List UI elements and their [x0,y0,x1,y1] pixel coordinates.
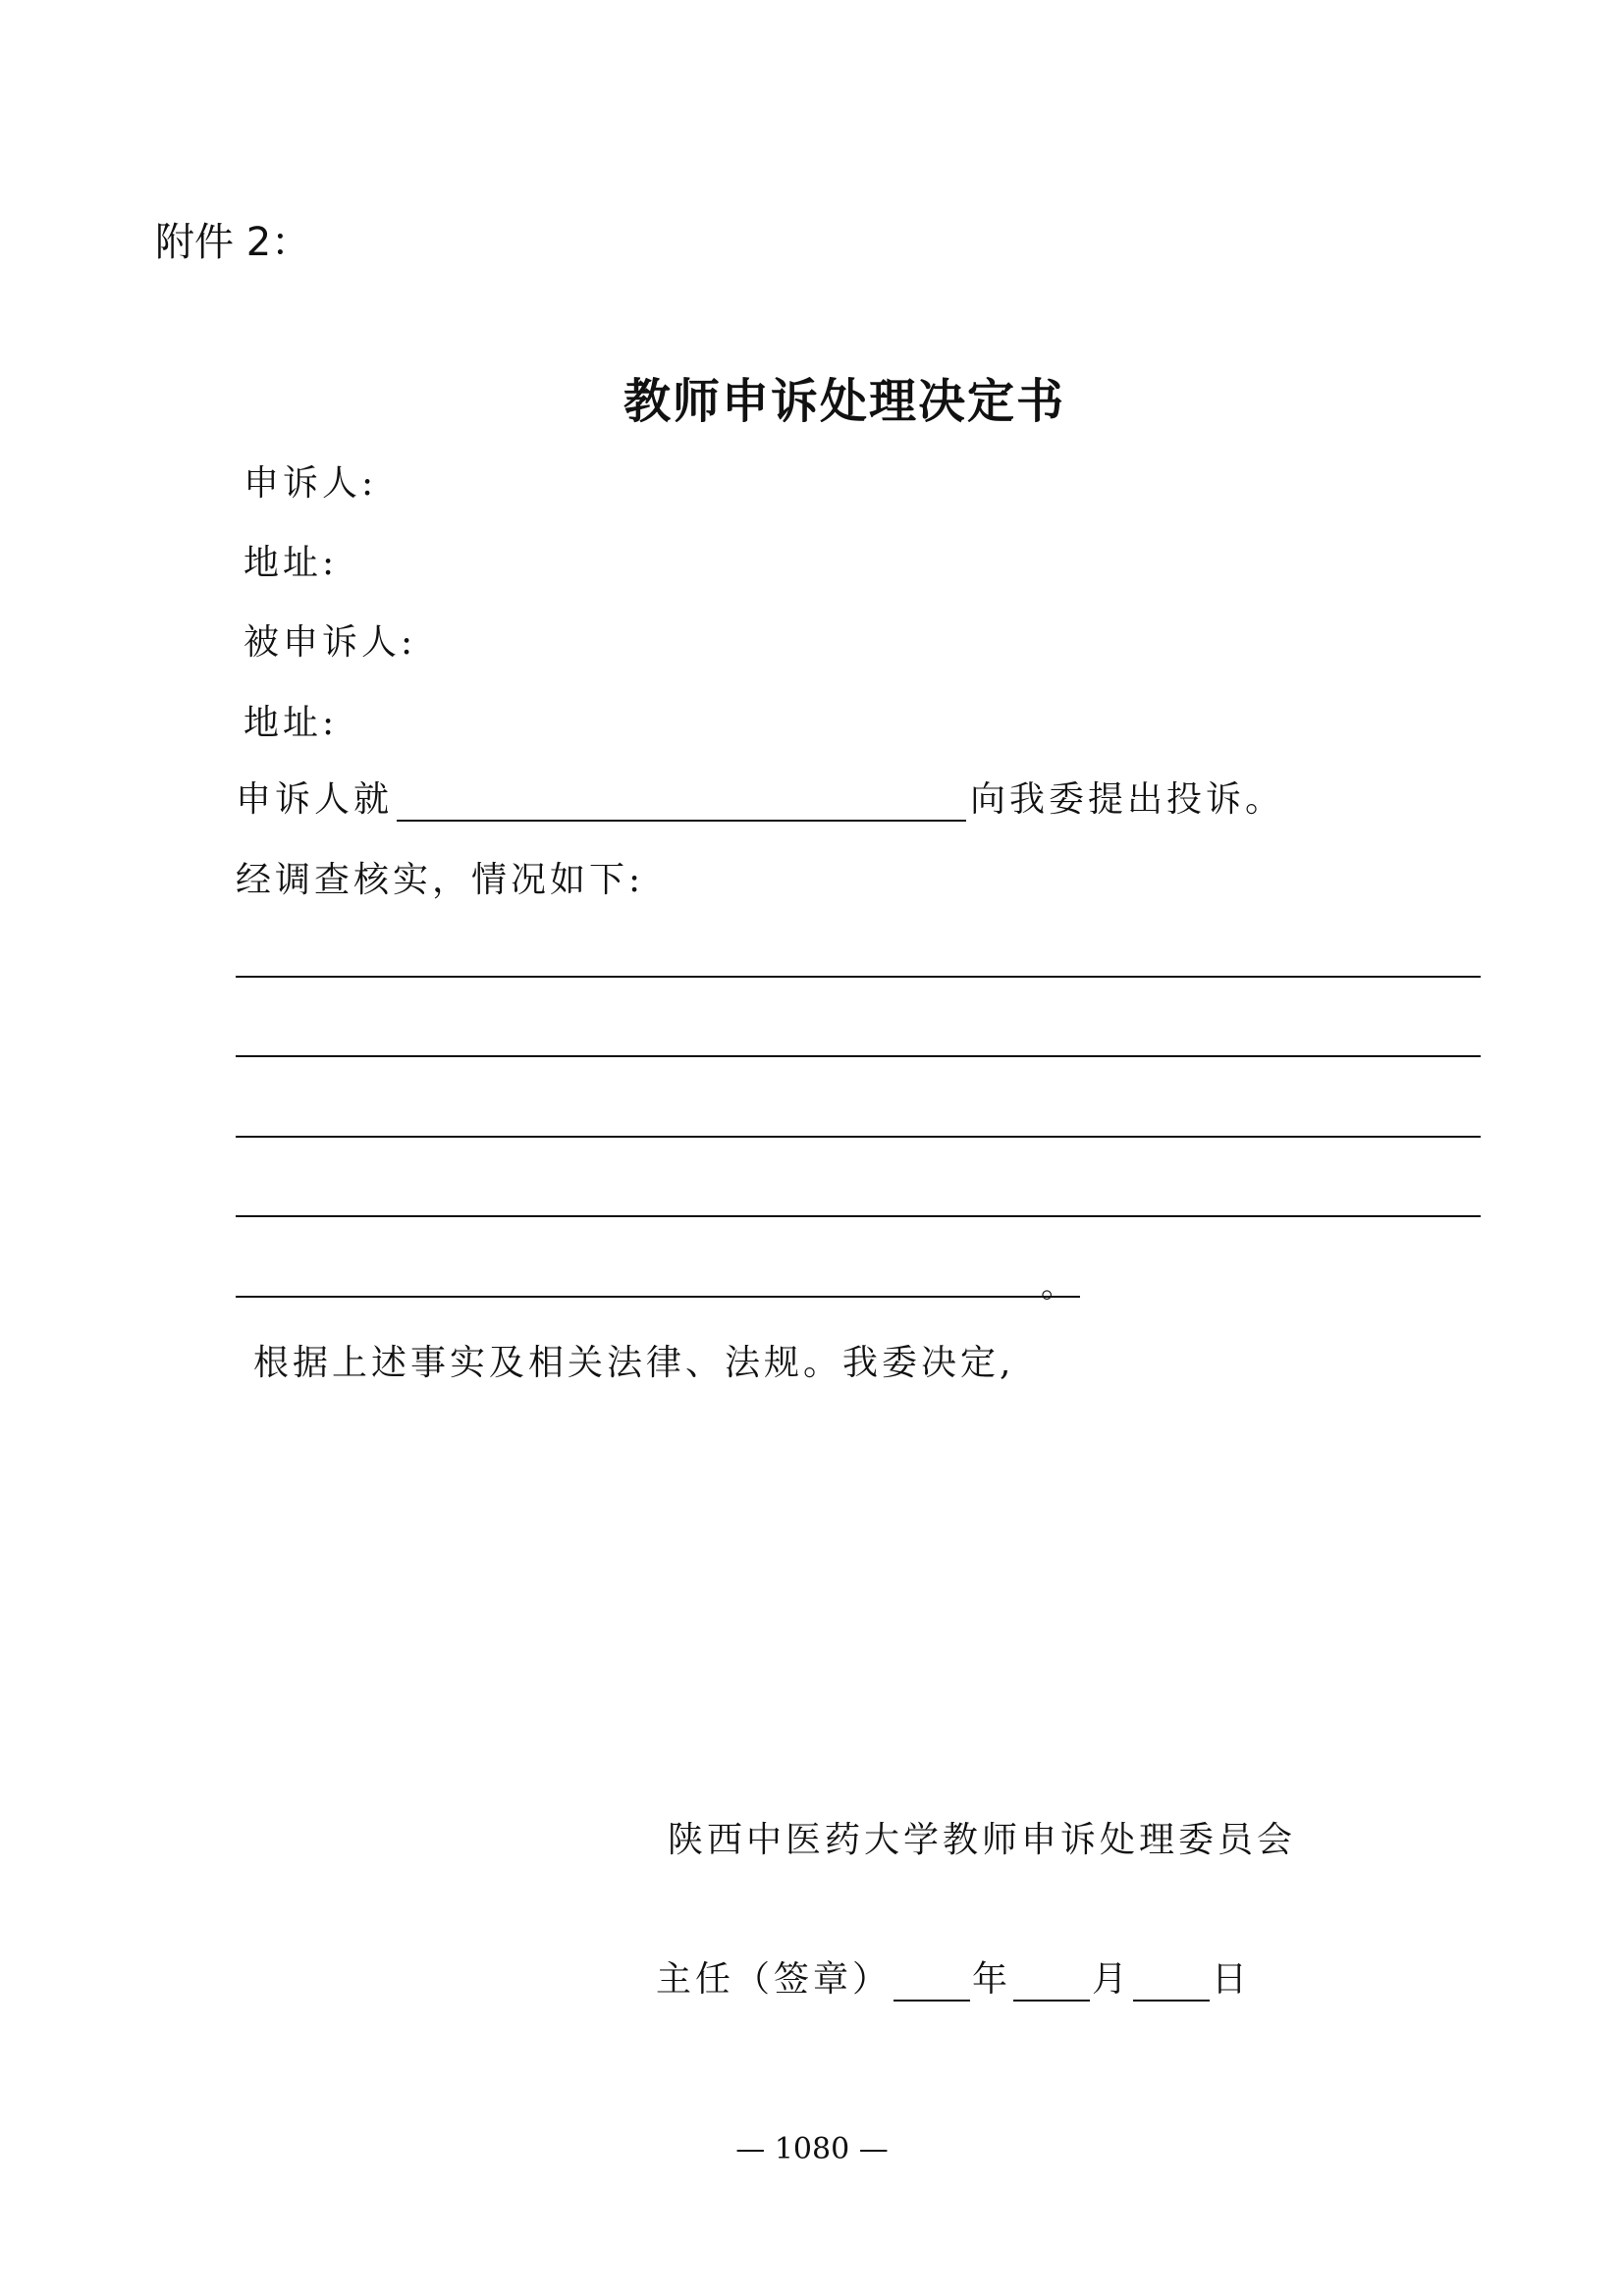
attachment-label: 附件 2： [155,220,311,265]
appellant-address-label: 地址: [244,543,339,583]
investigation-line-4 [236,1215,1481,1217]
day-label: 日 [1212,1959,1252,2000]
investigation-line-5 [236,1296,1080,1298]
year-blank [893,1960,970,2002]
investigation-end-mark: 。 [1041,1266,1074,1306]
investigation-line-1 [236,976,1481,978]
investigation-line-2 [236,1055,1481,1057]
respondent-field-label: 被申诉人: [244,622,417,663]
month-label: 月 [1092,1959,1132,2000]
decision-label: 根据上述事实及相关法律、法规。我委决定, [253,1343,1015,1383]
signature-line [656,1951,1251,2002]
respondent-address-label: 地址: [244,703,339,743]
regarding-prefix: 申诉人就 [236,779,394,820]
year-label: 年 [972,1959,1012,2000]
appellant-field-label: 申诉人: [244,463,378,504]
day-blank [1133,1960,1210,2002]
month-blank [1013,1960,1090,2002]
regarding-suffix: 向我委提出投诉。 [970,779,1285,820]
page-number: — 1080 — [735,2132,889,2166]
director-signature-label: 主任（签章） [656,1959,893,2000]
committee-name: 陕西中医药大学教师申诉处理委员会 [668,1820,1297,1860]
document-title: 教师申诉处理决定书 [623,374,1065,429]
regarding-blank [397,776,966,822]
investigation-label: 经调查核实，情况如下: [236,860,645,900]
investigation-line-3 [236,1136,1481,1138]
regarding-sentence [236,772,1284,822]
